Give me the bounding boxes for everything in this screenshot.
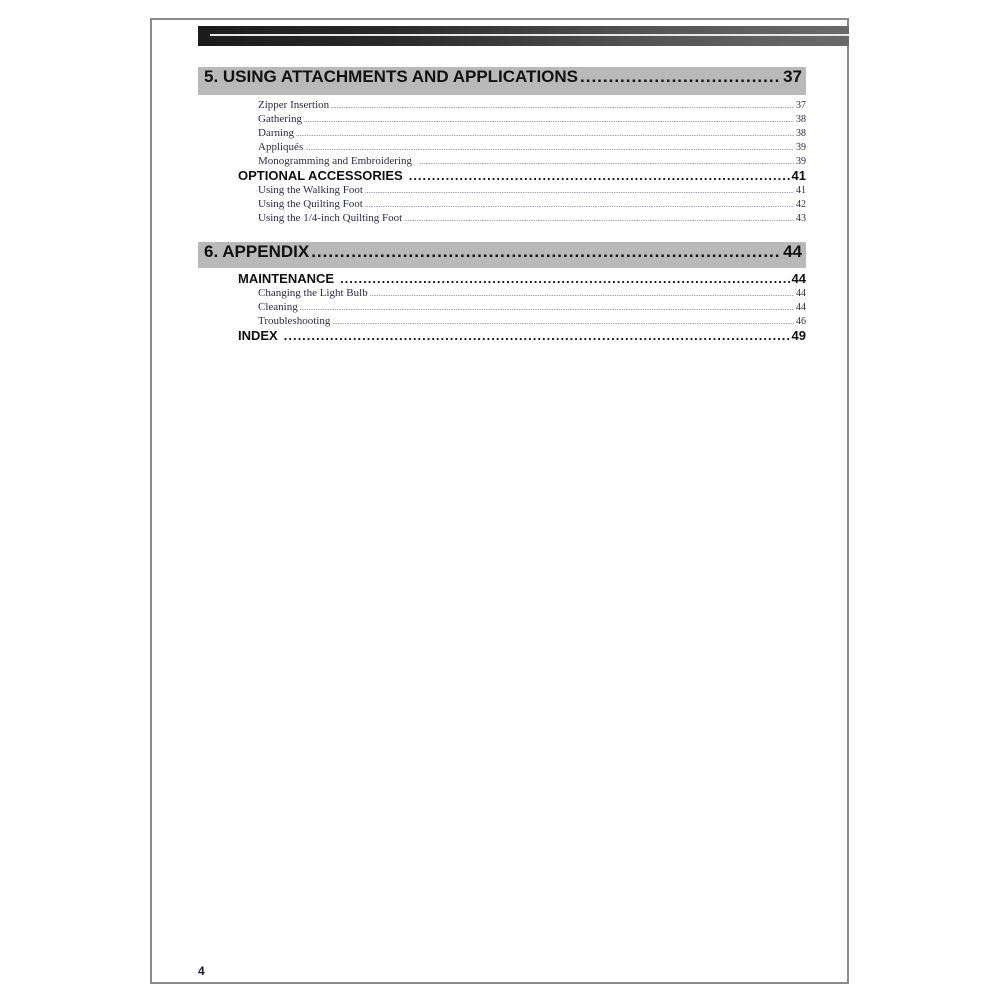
entry-label: INDEX — [238, 328, 278, 343]
entry-page-number: 42 — [796, 199, 806, 210]
entry-page-number: 39 — [796, 142, 806, 153]
entry-page-number: 38 — [796, 114, 806, 125]
entry-label: Zipper Insertion — [258, 99, 330, 111]
entry-label: OPTIONAL ACCESSORIES — [238, 168, 403, 183]
section-title: 6. APPENDIX — [204, 242, 310, 261]
entry-page-number: 46 — [796, 316, 806, 327]
entry-page-number: 44 — [791, 271, 806, 286]
toc-entry-maintenance[interactable] — [198, 271, 806, 286]
toc-entry-walking-foot[interactable] — [198, 183, 806, 197]
toc-entry-optional-accessories[interactable] — [198, 168, 806, 183]
entry-page-number: 38 — [796, 128, 806, 139]
leader-dots — [296, 127, 794, 140]
leader-dots — [580, 67, 781, 87]
toc-entry-appliques[interactable] — [198, 140, 806, 154]
toc-section-5 — [198, 67, 806, 225]
entry-label: Cleaning — [258, 301, 298, 313]
entry-page-number: 39 — [796, 156, 806, 167]
entry-page-number: 41 — [791, 168, 806, 183]
entry-label: Using the Walking Foot — [258, 184, 363, 196]
toc-entry-quarter-inch-quilting-foot[interactable] — [198, 211, 806, 225]
leader-dots — [404, 212, 794, 225]
section-title: 5. USING ATTACHMENTS AND APPLICATIONS — [204, 67, 578, 86]
entry-label: Using the Quilting Foot — [258, 198, 363, 210]
document-page — [150, 18, 849, 984]
toc-entry-index[interactable] — [198, 328, 806, 343]
entry-label: Gathering — [258, 113, 302, 125]
leader-dots — [300, 301, 794, 314]
leader-dots — [331, 99, 794, 112]
leader-dots — [332, 315, 794, 328]
entry-label: Changing the Light Bulb — [258, 287, 368, 299]
toc-section-heading[interactable] — [198, 67, 806, 95]
toc-entry-darning[interactable] — [198, 126, 806, 140]
entry-page-number: 43 — [796, 213, 806, 224]
toc-entry-changing-light-bulb[interactable] — [198, 286, 806, 300]
header-rule — [210, 34, 849, 36]
leader-dots — [284, 328, 790, 343]
leader-dots — [340, 271, 789, 286]
toc-entry-zipper-insertion[interactable] — [198, 98, 806, 112]
entry-label: Monogramming and Embroidering — [258, 155, 412, 167]
toc-entry-troubleshooting[interactable] — [198, 314, 806, 328]
toc-entry-quilting-foot[interactable] — [198, 197, 806, 211]
toc-entry-cleaning[interactable] — [198, 300, 806, 314]
entry-label: Darning — [258, 127, 295, 139]
header-bar — [198, 26, 849, 46]
leader-dots — [305, 141, 794, 154]
section-page-number: 37 — [783, 67, 802, 86]
page-number: 4 — [198, 964, 205, 978]
entry-label: Appliqués — [258, 141, 304, 153]
toc-section-6 — [198, 242, 806, 343]
toc-section-heading[interactable] — [198, 242, 806, 268]
entry-label: Using the 1/4-inch Quilting Foot — [258, 212, 403, 224]
leader-dots — [304, 113, 794, 126]
leader-dots — [420, 155, 794, 168]
entry-page-number: 44 — [796, 288, 806, 299]
entry-page-number: 41 — [796, 185, 806, 196]
leader-dots — [409, 168, 790, 183]
section-page-number: 44 — [783, 242, 802, 261]
leader-dots — [370, 287, 794, 300]
toc-entry-monogramming[interactable] — [198, 154, 806, 168]
leader-dots — [311, 242, 781, 262]
entry-page-number: 49 — [791, 328, 806, 343]
leader-dots — [365, 184, 794, 197]
toc-entry-gathering[interactable] — [198, 112, 806, 126]
entry-label: MAINTENANCE — [238, 271, 335, 286]
entry-page-number: 44 — [796, 302, 806, 313]
leader-dots — [365, 198, 794, 211]
entry-label: Troubleshooting — [258, 315, 331, 327]
entry-page-number: 37 — [796, 100, 806, 111]
